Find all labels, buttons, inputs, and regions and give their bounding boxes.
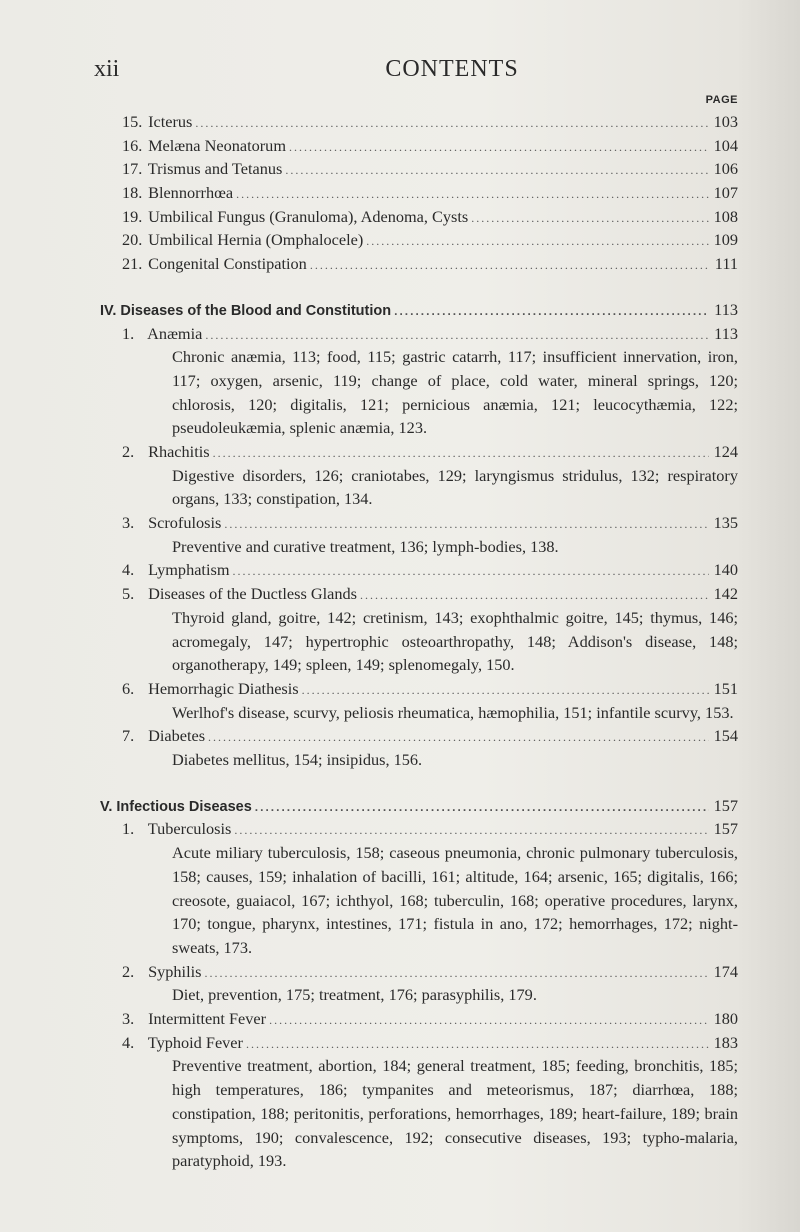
leader-dots xyxy=(195,112,709,136)
entry-title: Icterus xyxy=(148,112,193,131)
entry-description: Preventive treatment, abortion, 184; general treatment, 185; feeding, bronchitis, 185; high temperatures, 186; tympanites and meteorismus, 187; diarrhœa, 188; constipation, 188; peritonitis, perforations, hemorrhages, 189; heart-failure, 189; brain symptoms, 190; convalescence, 192; consecutive diseases, 193; typho-malaria, paratyphoid, 193. xyxy=(172,1056,738,1171)
toc-entry[interactable] xyxy=(0,110,738,134)
running-head: CONTENTS xyxy=(385,56,519,82)
entry-title: Tuberculosis xyxy=(147,819,232,839)
entry-title: Syphilis xyxy=(148,961,202,981)
entry-title: Rhachitis xyxy=(148,442,210,461)
toc-entry[interactable] xyxy=(0,228,738,252)
section-heading-iv[interactable] xyxy=(0,298,738,322)
entry-number: 18. xyxy=(122,183,143,203)
section-gap xyxy=(0,772,800,794)
section-gap xyxy=(0,276,800,298)
section-title: V. Infectious Diseases xyxy=(100,798,252,815)
entry-page: 108 xyxy=(713,206,738,226)
toc-entry[interactable] xyxy=(0,181,738,205)
leader-dots xyxy=(224,513,709,537)
entry-title: Trismus and Tetanus xyxy=(147,159,283,179)
leader-dots xyxy=(269,1009,709,1033)
entry-number: 3. xyxy=(122,1009,135,1029)
leader-dots xyxy=(471,207,709,231)
entry-title: Lymphatism xyxy=(148,560,230,580)
toc-entry[interactable] xyxy=(0,677,738,701)
leader-dots xyxy=(234,819,709,843)
table-of-contents xyxy=(0,110,800,1173)
entry-title: Intermittent Fever xyxy=(148,1009,267,1029)
entry-description: Preventive and curative treatment, 136; lymph-bodies, 138. xyxy=(172,536,559,556)
section-page: 157 xyxy=(713,795,738,815)
entry-page: 151 xyxy=(713,678,738,698)
leader-dots xyxy=(394,300,709,324)
leader-dots xyxy=(289,136,709,160)
leader-dots xyxy=(205,324,709,348)
entry-title: Diseases of the Ductless Glands xyxy=(148,584,357,604)
toc-entry[interactable] xyxy=(0,511,738,535)
entry-description: Chronic anæmia, 113; food, 115; gastric catarrh, 117; insufficient innervation, iron, 117; oxygen, arsenic, 119; change of place, cold water, mineral springs, 120; chlorosis, 120; digitalis, 121; pernicious anæmia, 121; leucocythæmia, 122; pseudoleukæmia, splenic anæmia, 123. xyxy=(172,347,738,438)
entry-page: 111 xyxy=(714,254,738,274)
toc-entry[interactable] xyxy=(0,960,738,984)
entry-page: 109 xyxy=(713,230,738,250)
toc-entry[interactable] xyxy=(0,157,738,181)
entry-number: 4. xyxy=(122,1032,135,1052)
entry-description: Acute miliary tuberculosis, 158; caseous pneumonia, chronic pulmonary tuberculosis, 158; causes, 159; inhalation of bacilli, 161; altitude, 164; arsenic, 165; digitalis, 166; creosote, guaiacol, 167; ichthyol, 168; tuberculin, 168; operative procedures, larynx, 170; tongue, pharynx, intestines, 171; fistula in ano, 172; hemorrhages, 172; night-sweats, 173. xyxy=(172,843,738,957)
section-title: IV. Diseases of the Blood and Constitution xyxy=(100,302,392,319)
leader-dots xyxy=(204,962,709,986)
entry-number: 3. xyxy=(122,513,135,533)
entry-number: 21. xyxy=(122,254,143,274)
toc-entry[interactable] xyxy=(0,252,738,276)
entry-title: Scrofulosis xyxy=(148,513,222,533)
entry-number: 2. xyxy=(122,442,135,461)
entry-description: Werlhof's disease, scurvy, peliosis rheumatica, hæmophilia, 151; infantile scurvy, 153. xyxy=(172,702,734,722)
entry-page: 174 xyxy=(713,961,738,981)
leader-dots xyxy=(236,183,709,207)
entry-number: 17. xyxy=(122,159,143,179)
entry-title: Typhoid Fever xyxy=(147,1032,243,1052)
toc-entry[interactable] xyxy=(0,724,738,748)
entry-page: 157 xyxy=(713,819,738,839)
entry-page: 107 xyxy=(713,183,738,203)
toc-entry[interactable] xyxy=(0,205,738,229)
entry-title: Umbilical Hernia (Omphalocele) xyxy=(148,230,364,250)
entry-title: Diabetes xyxy=(148,726,206,746)
toc-entry[interactable] xyxy=(0,582,738,606)
entry-page: 103 xyxy=(713,112,738,131)
entry-page: 154 xyxy=(713,726,738,746)
toc-entry[interactable] xyxy=(0,1031,738,1055)
entry-page: 104 xyxy=(713,135,738,155)
leader-dots xyxy=(208,726,709,750)
page-number: xii xyxy=(94,56,120,82)
leader-dots xyxy=(285,159,709,183)
entry-number: 7. xyxy=(122,726,135,746)
toc-entry[interactable] xyxy=(0,1007,738,1031)
toc-entry[interactable] xyxy=(0,817,738,841)
entry-number: 1. xyxy=(122,323,135,343)
entry-number: 16. xyxy=(122,135,143,155)
entry-title: Umbilical Fungus (Granuloma), Adenoma, Cysts xyxy=(148,206,469,226)
entry-page: 183 xyxy=(713,1032,738,1052)
toc-entry[interactable] xyxy=(0,134,738,158)
entry-description: Diabetes mellitus, 154; insipidus, 156. xyxy=(172,750,423,770)
entry-title: Anæmia xyxy=(147,323,203,343)
entry-page: 180 xyxy=(713,1009,738,1029)
leader-dots xyxy=(246,1033,709,1057)
entry-page: 106 xyxy=(713,159,738,179)
entry-page: 142 xyxy=(713,584,738,604)
entry-title: Congenital Constipation xyxy=(148,254,307,274)
entry-title: Blennorrhœa xyxy=(148,183,234,203)
entry-number: 2. xyxy=(122,961,135,981)
entry-title: Melæna Neonatorum xyxy=(148,135,286,155)
entry-number: 1. xyxy=(122,819,135,839)
entry-number: 4. xyxy=(122,560,135,580)
entry-description: Diet, prevention, 175; treatment, 176; parasyphilis, 179. xyxy=(172,985,537,1005)
entry-page: 140 xyxy=(713,560,738,580)
toc-entry[interactable] xyxy=(0,322,738,346)
toc-entry[interactable] xyxy=(0,440,738,464)
leader-dots xyxy=(302,679,709,703)
page-column-label: PAGE xyxy=(705,94,738,106)
section-page: 113 xyxy=(714,299,738,319)
entry-description: Thyroid gland, goitre, 142; cretinism, 143; exophthalmic goitre, 145; thymus, 146; acromegaly, 147; hypertrophic osteoarthropathy, 148; Addison's disease, 148; organotherapy, 149; spleen, 149; splenomegaly, 150. xyxy=(172,607,738,675)
leader-dots xyxy=(232,560,709,584)
entry-number: 19. xyxy=(122,206,143,226)
entry-description: Digestive disorders, 126; craniotabes, 129; laryngismus stridulus, 132; respiratory organs, 133; constipation, 134. xyxy=(172,465,738,509)
entry-page: 135 xyxy=(713,513,738,533)
entry-page: 113 xyxy=(714,323,738,343)
entry-number: 15. xyxy=(122,112,143,131)
leader-dots xyxy=(213,442,709,466)
entry-number: 5. xyxy=(122,584,135,604)
entry-page: 124 xyxy=(713,442,738,461)
toc-entry[interactable] xyxy=(0,558,738,582)
section-heading-v[interactable] xyxy=(0,794,738,818)
entry-number: 6. xyxy=(122,678,135,698)
leader-dots xyxy=(255,796,709,820)
page-header xyxy=(94,56,740,86)
leader-dots xyxy=(310,254,709,278)
entry-title: Hemorrhagic Diathesis xyxy=(148,678,299,698)
entry-number: 20. xyxy=(122,230,143,250)
leader-dots xyxy=(360,584,709,608)
leader-dots xyxy=(366,230,709,254)
